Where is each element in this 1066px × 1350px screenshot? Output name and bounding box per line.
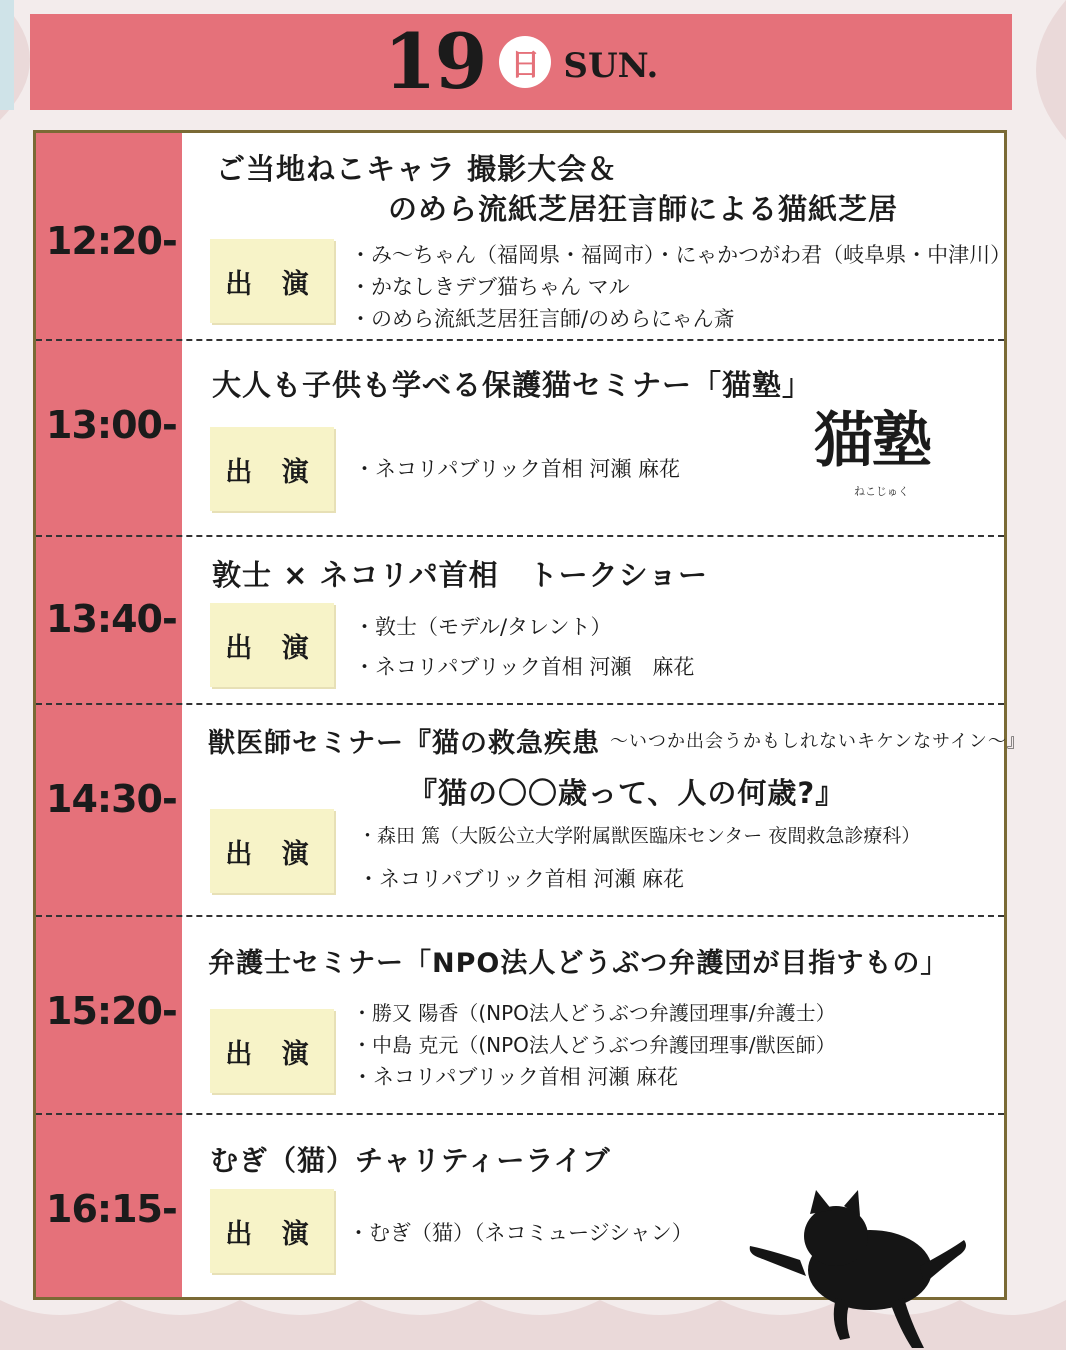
performer-item: ・かなしきデブ猫ちゃん マル: [350, 275, 630, 299]
event-subtitle: ～いつか出会うかもしれないキケンなサイン～』: [610, 731, 1026, 752]
schedule-row: [36, 535, 1004, 705]
event-title: ご当地ねこキャラ 撮影大会＆: [216, 152, 618, 186]
performer-item: ・敦士（モデル/タレント）: [354, 615, 612, 639]
performer-badge: 出 演: [210, 603, 334, 687]
time-label: 15:20-: [46, 989, 177, 1033]
performer-item: ・むぎ（猫）（ネコミュージシャン）: [348, 1221, 693, 1245]
performer-item: ・み～ちゃん（福岡県・福岡市）・にゃかつがわ君（岐阜県・中津川）: [350, 243, 1012, 267]
time-label: 12:20-: [46, 219, 177, 263]
performer-item: ・ネコリパブリック首相 河瀬 麻花: [358, 867, 685, 891]
day-number: 19: [383, 17, 486, 106]
performer-item: ・ネコリパブリック首相 河瀬 麻花: [352, 1065, 679, 1089]
schedule-row: [36, 915, 1004, 1115]
performer-badge: 出 演: [210, 427, 334, 511]
logo-reading: ねこじゅく: [854, 485, 909, 498]
time-label: 13:40-: [46, 597, 177, 641]
event-title: 獣医師セミナー『猫の救急疾患: [208, 728, 600, 759]
weekday-english: SUN.: [563, 46, 659, 86]
event-title: むぎ（猫）チャリティーライブ: [210, 1144, 611, 1177]
time-label: 16:15-: [46, 1187, 177, 1231]
performer-item: ・中島 克元（(NPO法人どうぶつ弁護団理事/獣医師）: [352, 1033, 836, 1057]
event-title: 敦士 × ネコリパ首相 トークショー: [212, 558, 709, 592]
neko-juku-logo-icon: [814, 406, 984, 511]
date-header: [30, 14, 1012, 110]
time-label: 13:00-: [46, 403, 177, 447]
performer-item: ・勝又 陽香（(NPO法人どうぶつ弁護団理事/弁護士）: [352, 1001, 836, 1025]
performer-item: ・ネコリパブリック首相 河瀬 麻花: [354, 457, 681, 481]
performer-badge: 出 演: [210, 239, 334, 323]
schedule-table: [33, 130, 1026, 1300]
performer-item: ・ネコリパブリック首相 河瀬 麻花: [354, 655, 695, 679]
event-title: のめら流紙芝居狂言師による猫紙芝居: [388, 192, 899, 226]
performer-badge: 出 演: [210, 809, 334, 893]
performer-badge: 出 演: [210, 1009, 334, 1093]
logo-text: 猫塾: [814, 406, 930, 476]
black-cat-icon: [740, 1190, 980, 1350]
schedule-row: [36, 133, 1012, 341]
weekday-badge: 日: [499, 36, 551, 88]
performer-item: ・のめら流紙芝居狂言師/のめらにゃん斎: [350, 307, 735, 331]
event-title: 弁護士セミナー「NPO法人どうぶつ弁護団が目指すもの」: [208, 948, 949, 979]
performer-badge: 出 演: [210, 1189, 334, 1273]
time-label: 14:30-: [46, 777, 177, 821]
performer-item: ・森田 篤（大阪公立大学附属獣医臨床センター 夜間救急診療科）: [358, 825, 921, 847]
event-title: 『猫の〇〇歳って、人の何歳?』: [408, 776, 846, 810]
event-title: 大人も子供も学べる保護猫セミナー「猫塾」: [212, 368, 813, 402]
schedule-row: [36, 703, 1026, 917]
